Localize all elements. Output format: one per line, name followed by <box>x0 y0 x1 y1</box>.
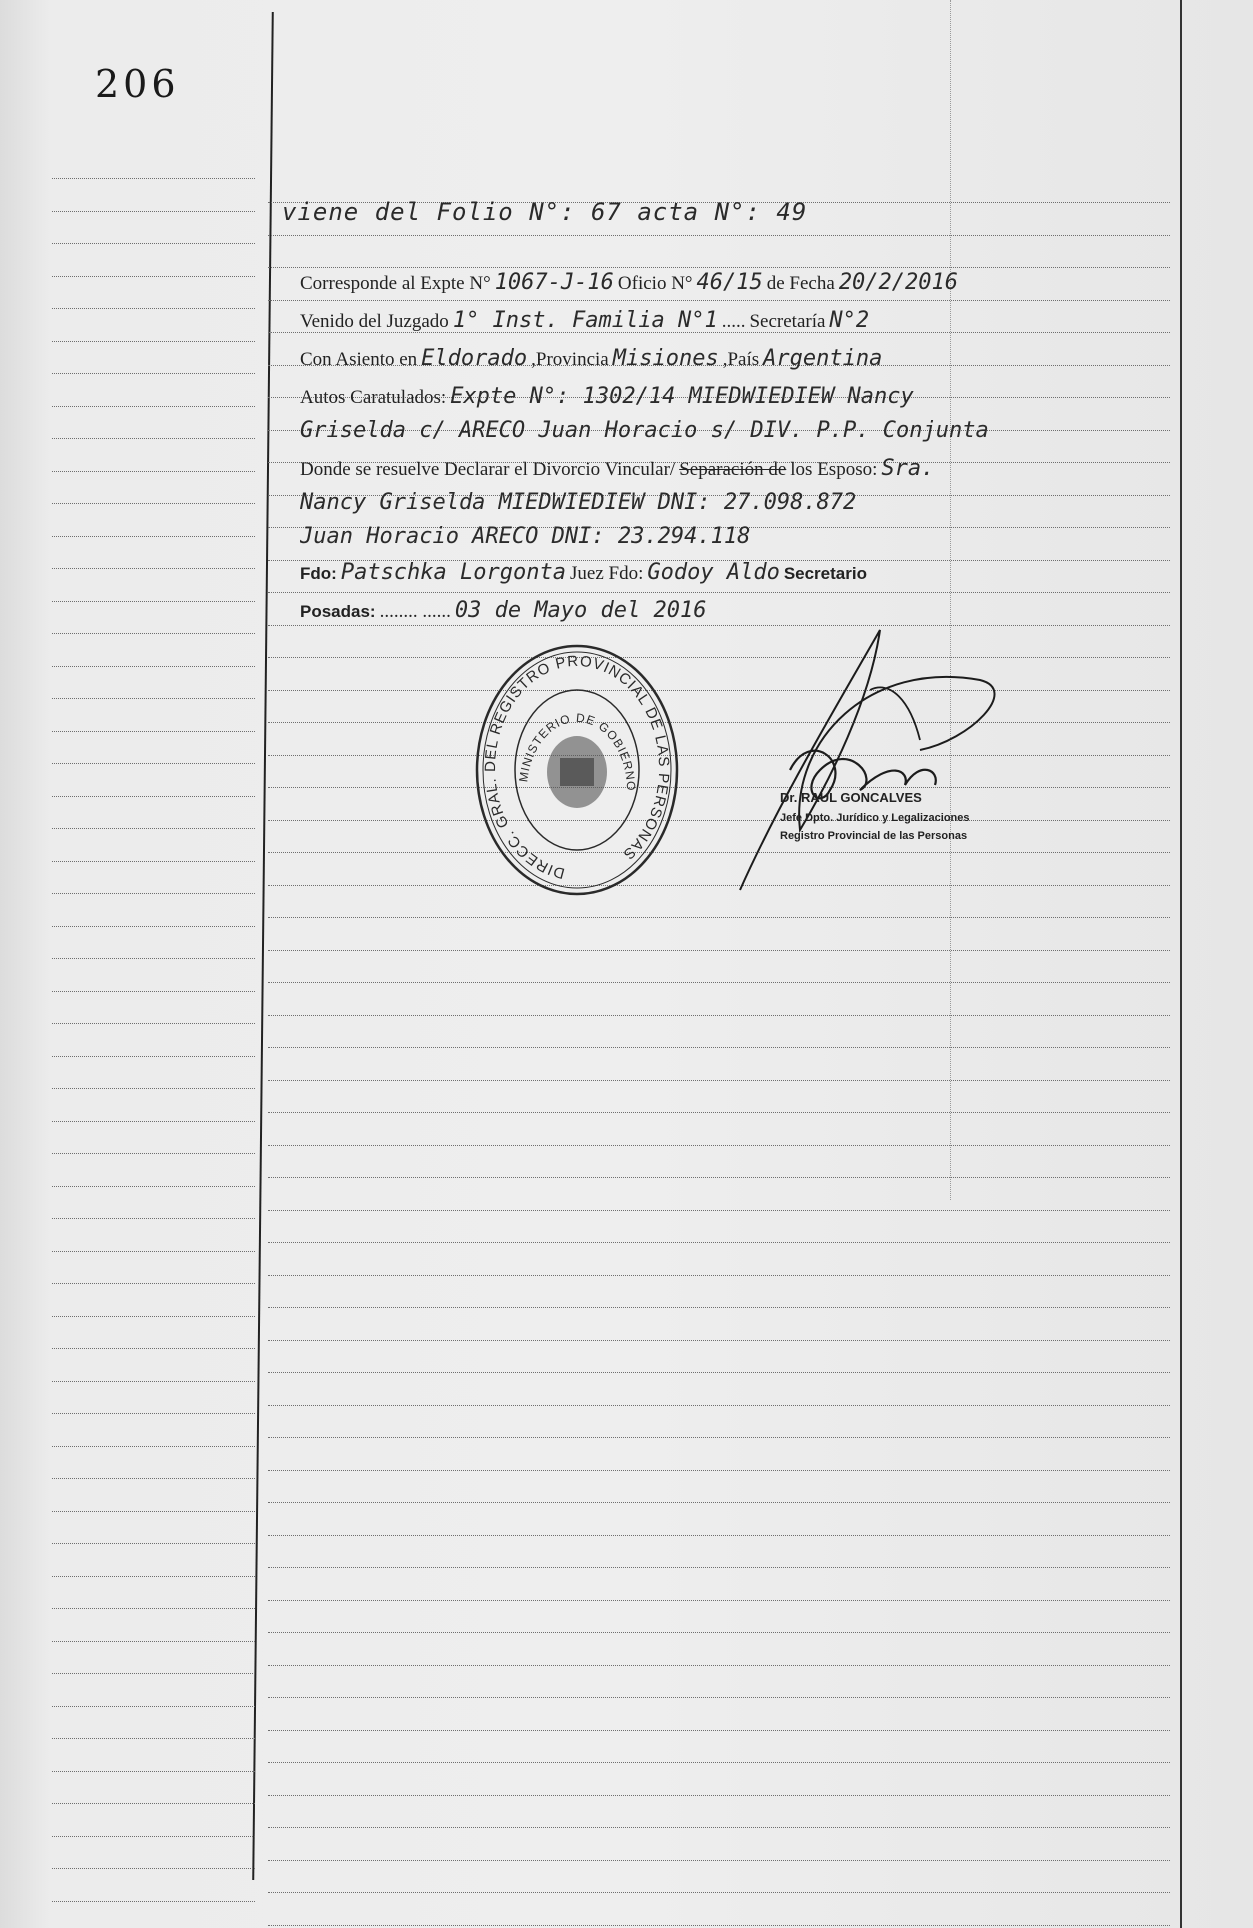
body-rule <box>268 235 1170 236</box>
body-rule <box>268 1535 1170 1536</box>
margin-rule <box>52 991 255 992</box>
asiento-value: Eldorado <box>421 346 528 371</box>
margin-rule <box>52 1251 255 1252</box>
margin-rule <box>52 1446 255 1447</box>
body-rule <box>268 787 1170 788</box>
official-stamp <box>472 640 682 900</box>
body-rule <box>268 722 1170 723</box>
expte-label: Corresponde al Expte N° <box>300 273 491 294</box>
signatory-name: Dr. RAUL GONCALVES <box>780 790 922 805</box>
secretaria-label: Secretaría <box>749 311 826 332</box>
resuelve-label: Donde se resuelve Declarar el Divorcio Vincular/ <box>300 459 676 480</box>
margin-rule <box>52 1706 255 1707</box>
body-rule <box>268 1340 1170 1341</box>
margin-rule <box>52 731 255 732</box>
fdo-line <box>300 560 1120 585</box>
body-rule <box>268 917 1170 918</box>
body-rule <box>268 1632 1170 1633</box>
signature-mark <box>720 620 1010 900</box>
body-rule <box>268 1015 1170 1016</box>
body-rule <box>268 1567 1170 1568</box>
body-rule <box>268 950 1170 951</box>
margin-rule <box>52 341 255 342</box>
margin-rule <box>52 373 255 374</box>
body-rule <box>268 1307 1170 1308</box>
asiento-label: Con Asiento en <box>300 349 418 370</box>
margin-rule <box>52 893 255 894</box>
margin-rule <box>52 1186 255 1187</box>
esposos-value-1: Sra. <box>881 456 935 481</box>
margin-rule <box>52 471 255 472</box>
body-rule <box>268 1405 1170 1406</box>
margin-rule <box>52 1738 255 1739</box>
body-rule <box>268 1795 1170 1796</box>
body-rule <box>268 1242 1170 1243</box>
body-rule <box>268 690 1170 691</box>
margin-rule <box>52 1218 255 1219</box>
posadas-value: 03 de Mayo del 2016 <box>454 598 707 623</box>
body-rule <box>268 1275 1170 1276</box>
margin-rule <box>52 1641 255 1642</box>
body-rule <box>268 1860 1170 1861</box>
margin-rule <box>52 503 255 504</box>
margin-rule <box>52 1836 255 1837</box>
svg-text:DIRECC. GRAL. DEL REGISTRO PRO: DIRECC. GRAL. DEL REGISTRO PROVINCIAL DE LAS PERSONAS <box>481 652 673 882</box>
margin-rule <box>52 861 255 862</box>
esposos-line-3 <box>300 524 1120 549</box>
body-rule <box>268 1112 1170 1113</box>
margin-rule <box>52 243 255 244</box>
margin-rule <box>52 1316 255 1317</box>
signatory-org: Registro Provincial de las Personas <box>780 830 968 842</box>
body-rule <box>268 820 1170 821</box>
provincia-value: Misiones <box>612 346 719 371</box>
margin-rule <box>52 211 255 212</box>
body-rule <box>268 1372 1170 1373</box>
margin-rule <box>52 1121 255 1122</box>
margin-rule <box>52 1023 255 1024</box>
expte-value: 1067-J-16 <box>494 270 614 295</box>
fdo-label: Fdo: <box>300 564 337 583</box>
autos-line-2 <box>300 418 1120 443</box>
autos-label: Autos Caratulados: <box>300 387 447 408</box>
margin-rule <box>52 1511 255 1512</box>
body-rule <box>268 1925 1170 1926</box>
provincia-label: ,Provincia <box>531 349 609 370</box>
resuelve-line <box>300 456 1120 481</box>
body-rule <box>268 1665 1170 1666</box>
body-rule <box>268 1600 1170 1601</box>
juzgado-label: Venido del Juzgado <box>300 311 449 332</box>
body-rule <box>268 982 1170 983</box>
asiento-line <box>300 346 1120 371</box>
body-rule <box>268 625 1170 626</box>
signatory-title: Jefe Dpto. Jurídico y Legalizaciones <box>780 812 970 824</box>
body-rule <box>268 1827 1170 1828</box>
pais-value: Argentina <box>763 346 883 371</box>
margin-rule <box>52 1901 255 1902</box>
body-rule <box>268 592 1170 593</box>
body-rule <box>268 1210 1170 1211</box>
oficio-label: Oficio N° <box>617 273 693 294</box>
page-number: 206 <box>95 62 180 106</box>
body-rule <box>268 300 1170 301</box>
right-margin-line <box>1180 0 1182 1928</box>
body-rule <box>268 657 1170 658</box>
margin-rule <box>52 1153 255 1154</box>
margin-rule <box>52 568 255 569</box>
margin-rule <box>52 1056 255 1057</box>
body-rule <box>268 1730 1170 1731</box>
fecha-label: de Fecha <box>766 273 835 294</box>
margin-rule <box>52 666 255 667</box>
posadas-line: Posadas: ........ ...... 03 de Mayo del 2016 <box>300 598 707 623</box>
margin-rule <box>52 1381 255 1382</box>
body-rule <box>268 755 1170 756</box>
margin-rule <box>52 1576 255 1577</box>
body-rule <box>268 1470 1170 1471</box>
separacion-label: Separación de <box>679 459 787 480</box>
expte-line <box>300 270 1120 295</box>
juzgado-value: 1° Inst. Familia N°1 <box>452 308 718 333</box>
secretaria-value: N°2 <box>829 308 870 333</box>
margin-rule <box>52 1478 255 1479</box>
esposos-label: los Esposo: <box>790 459 878 480</box>
margin-rule <box>52 1771 255 1772</box>
body-rule <box>268 852 1170 853</box>
autos-value-2: Griselda c/ ARECO Juan Horacio s/ DIV. P.P. Conjunta <box>300 418 989 443</box>
esposos-value-3: Juan Horacio ARECO DNI: 23.294.118 <box>300 524 751 549</box>
margin-rule <box>52 958 255 959</box>
margin-rule <box>52 796 255 797</box>
fecha-value: 20/2/2016 <box>838 270 959 295</box>
autos-value-1: Expte N°: 1302/14 MIEDWIEDIEW Nancy <box>450 384 914 409</box>
body-rule <box>268 1892 1170 1893</box>
posadas-label: Posadas: <box>300 602 376 621</box>
body-rule <box>268 1697 1170 1698</box>
margin-rule <box>52 1543 255 1544</box>
margin-rule <box>52 1803 255 1804</box>
autos-line <box>300 384 1120 409</box>
body-rule <box>268 1437 1170 1438</box>
margin-rule <box>52 1348 255 1349</box>
body-rule <box>268 1080 1170 1081</box>
header-note: viene del Folio N°: 67 acta N°: 49 <box>282 198 808 226</box>
margin-rule <box>52 1673 255 1674</box>
svg-text:MINISTERIO DE GOBIERNO: MINISTERIO DE GOBIERNO <box>516 710 639 792</box>
margin-rule <box>52 926 255 927</box>
body-rule <box>268 1502 1170 1503</box>
margin-rule <box>52 1283 255 1284</box>
body-rule <box>268 1177 1170 1178</box>
fdo-secretario-value: Godoy Aldo <box>647 560 780 585</box>
margin-rule <box>52 1088 255 1089</box>
margin-rule <box>52 536 255 537</box>
oficio-value: 46/15 <box>696 270 763 295</box>
margin-rule <box>52 438 255 439</box>
margin-rule <box>52 1608 255 1609</box>
margin-rule <box>52 828 255 829</box>
esposos-value-2: Nancy Griselda MIEDWIEDIEW DNI: 27.098.872 <box>300 490 857 515</box>
margin-rule <box>52 1868 255 1869</box>
juez-label: Juez Fdo: <box>570 563 644 584</box>
fdo-juez-value: Patschka Lorgonta <box>340 560 566 585</box>
body-rule <box>268 1762 1170 1763</box>
pais-label: ,País <box>722 349 760 370</box>
margin-rule <box>52 698 255 699</box>
body-rule <box>268 885 1170 886</box>
margin-rule <box>52 308 255 309</box>
esposos-line-2 <box>300 490 1120 515</box>
margin-rule <box>52 633 255 634</box>
juzgado-line: Venido del Juzgado 1° Inst. Familia N°1 ..... Secretaría N°2 <box>300 308 870 333</box>
body-rule <box>268 1145 1170 1146</box>
body-rule <box>268 267 1170 268</box>
margin-rule <box>52 763 255 764</box>
body-rule <box>268 1047 1170 1048</box>
secretario-label: Secretario <box>783 564 867 583</box>
margin-rule <box>52 406 255 407</box>
margin-rule <box>52 276 255 277</box>
margin-rule <box>52 601 255 602</box>
margin-rule <box>52 178 255 179</box>
margin-rule <box>52 1413 255 1414</box>
